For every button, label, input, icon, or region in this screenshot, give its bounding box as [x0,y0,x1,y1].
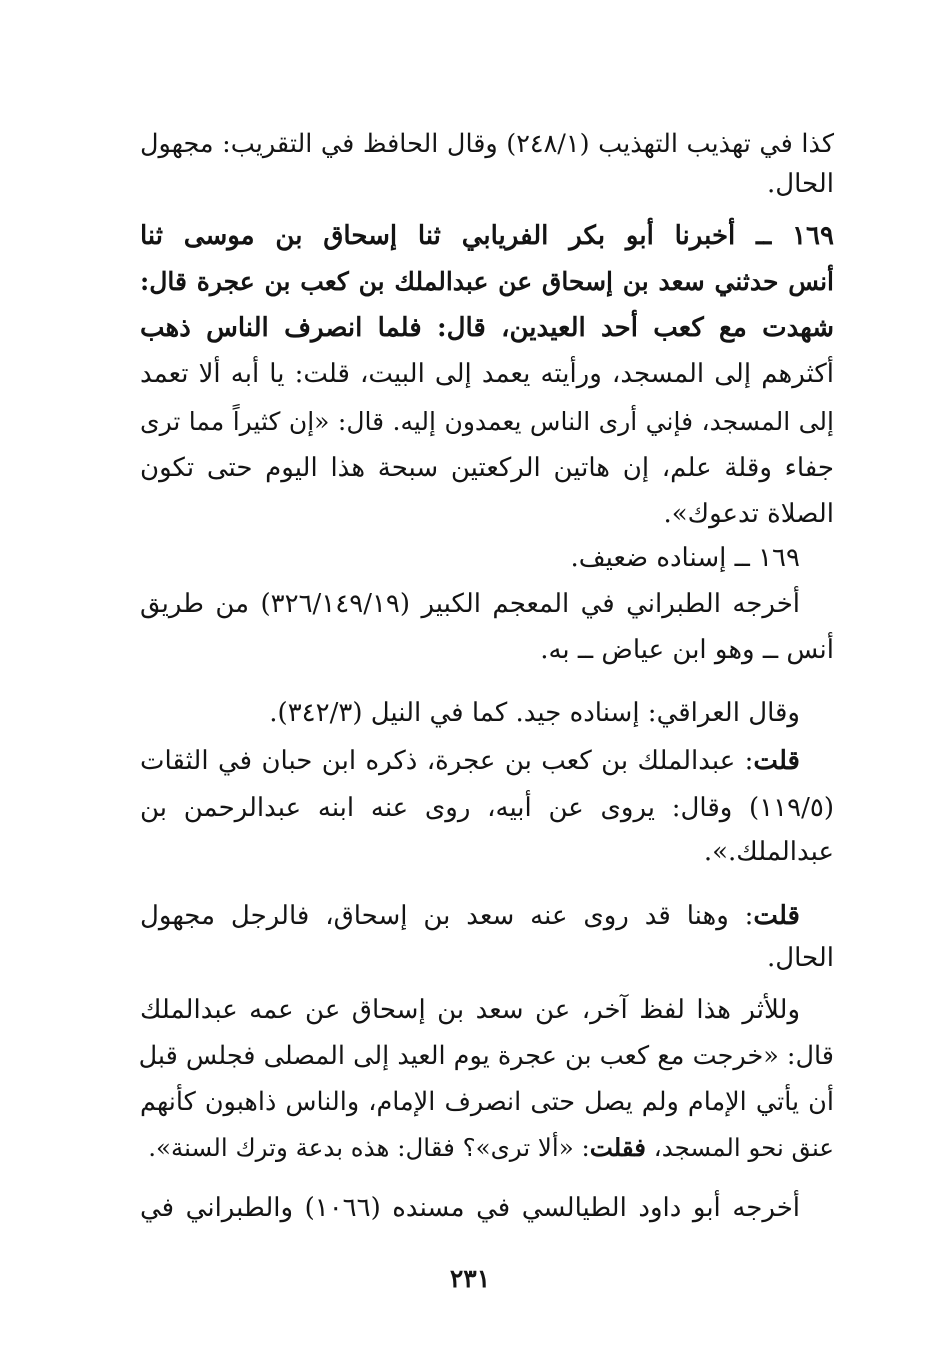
hadith-line: أكثرهم إلى المسجد، ورأيته يعمد إلى البيت، قلت: يا أبه ألا تعمد [140,359,834,389]
hadith-line: جفاء وقلة علم، إن هاتين الركعتين سبحة هذا اليوم حتى تكون [140,453,834,483]
note-line: قلت: عبدالملك بن كعب بن عجرة، ذكره ابن حبان في الثقات [140,746,800,776]
text-line: الحال. [766,169,834,199]
note-line: الحال. [766,943,834,973]
hadith-line: ١٦٩ ــ أخبرنا أبو بكر الفريابي ثنا إسحاق بن موسى ثنا [140,221,834,251]
page-number: ٢٣١ [449,1264,491,1293]
note-line: عبدالملك.». [703,837,834,867]
note-line: أخرجه الطبراني في المعجم الكبير (٣٢٦/١٤٩/١٩) من طريق [140,589,800,619]
faqult-label: فقلت [589,1133,647,1162]
note-line: أن يأتي الإمام ولم يصل حتى انصرف الإمام، والناس ذاهبون كأنهم [140,1087,834,1117]
note-line: قلت: وهنا قد روى عنه سعد بن إسحاق، فالرجل مجهول [140,901,800,931]
note-line: أنس ــ وهو ابن عياض ــ به. [540,635,834,665]
note-line: أخرجه أبو داود الطيالسي في مسنده (١٠٦٦) والطبراني في [140,1193,800,1223]
note-line: وللأثر هذا لفظ آخر، عن سعد بن إسحاق عن عمه عبدالملك [140,995,800,1025]
hadith-line: إلى المسجد، فإني أرى الناس يعمدون إليه. قال: «إن كثيراً مما ترى [140,407,834,436]
note-line: وقال العراقي: إسناده جيد. كما في النيل (٣٤٢/٣). [269,698,800,728]
note-line: (١١٩/٥) وقال: يروى عن أبيه، روى عنه ابنه عبدالرحمن بن [140,793,834,823]
qult-label: قلت [753,901,800,931]
note-line: عنق نحو المسجد، فقلت: «ألا ترى»؟ فقال: هذه بدعة وترك السنة». [148,1133,834,1162]
note-heading: ١٦٩ ــ إسناده ضعيف. [570,543,800,573]
hadith-line: أنس حدثني سعد بن إسحاق عن عبدالملك بن كعب بن عجرة قال: [140,267,834,296]
hadith-line: الصلاة تدعوك». [663,499,834,529]
qult-label: قلت [753,746,800,776]
note-line: قال: «خرجت مع كعب بن عجرة يوم العيد إلى المصلى فجلس قبل [138,1041,834,1071]
text-line: كذا في تهذيب التهذيب (٢٤٨/١) وقال الحافظ في التقريب: مجهول [140,129,834,159]
hadith-line: شهدت مع كعب أحد العيدين، قال: فلما انصرف الناس ذهب [140,313,834,343]
